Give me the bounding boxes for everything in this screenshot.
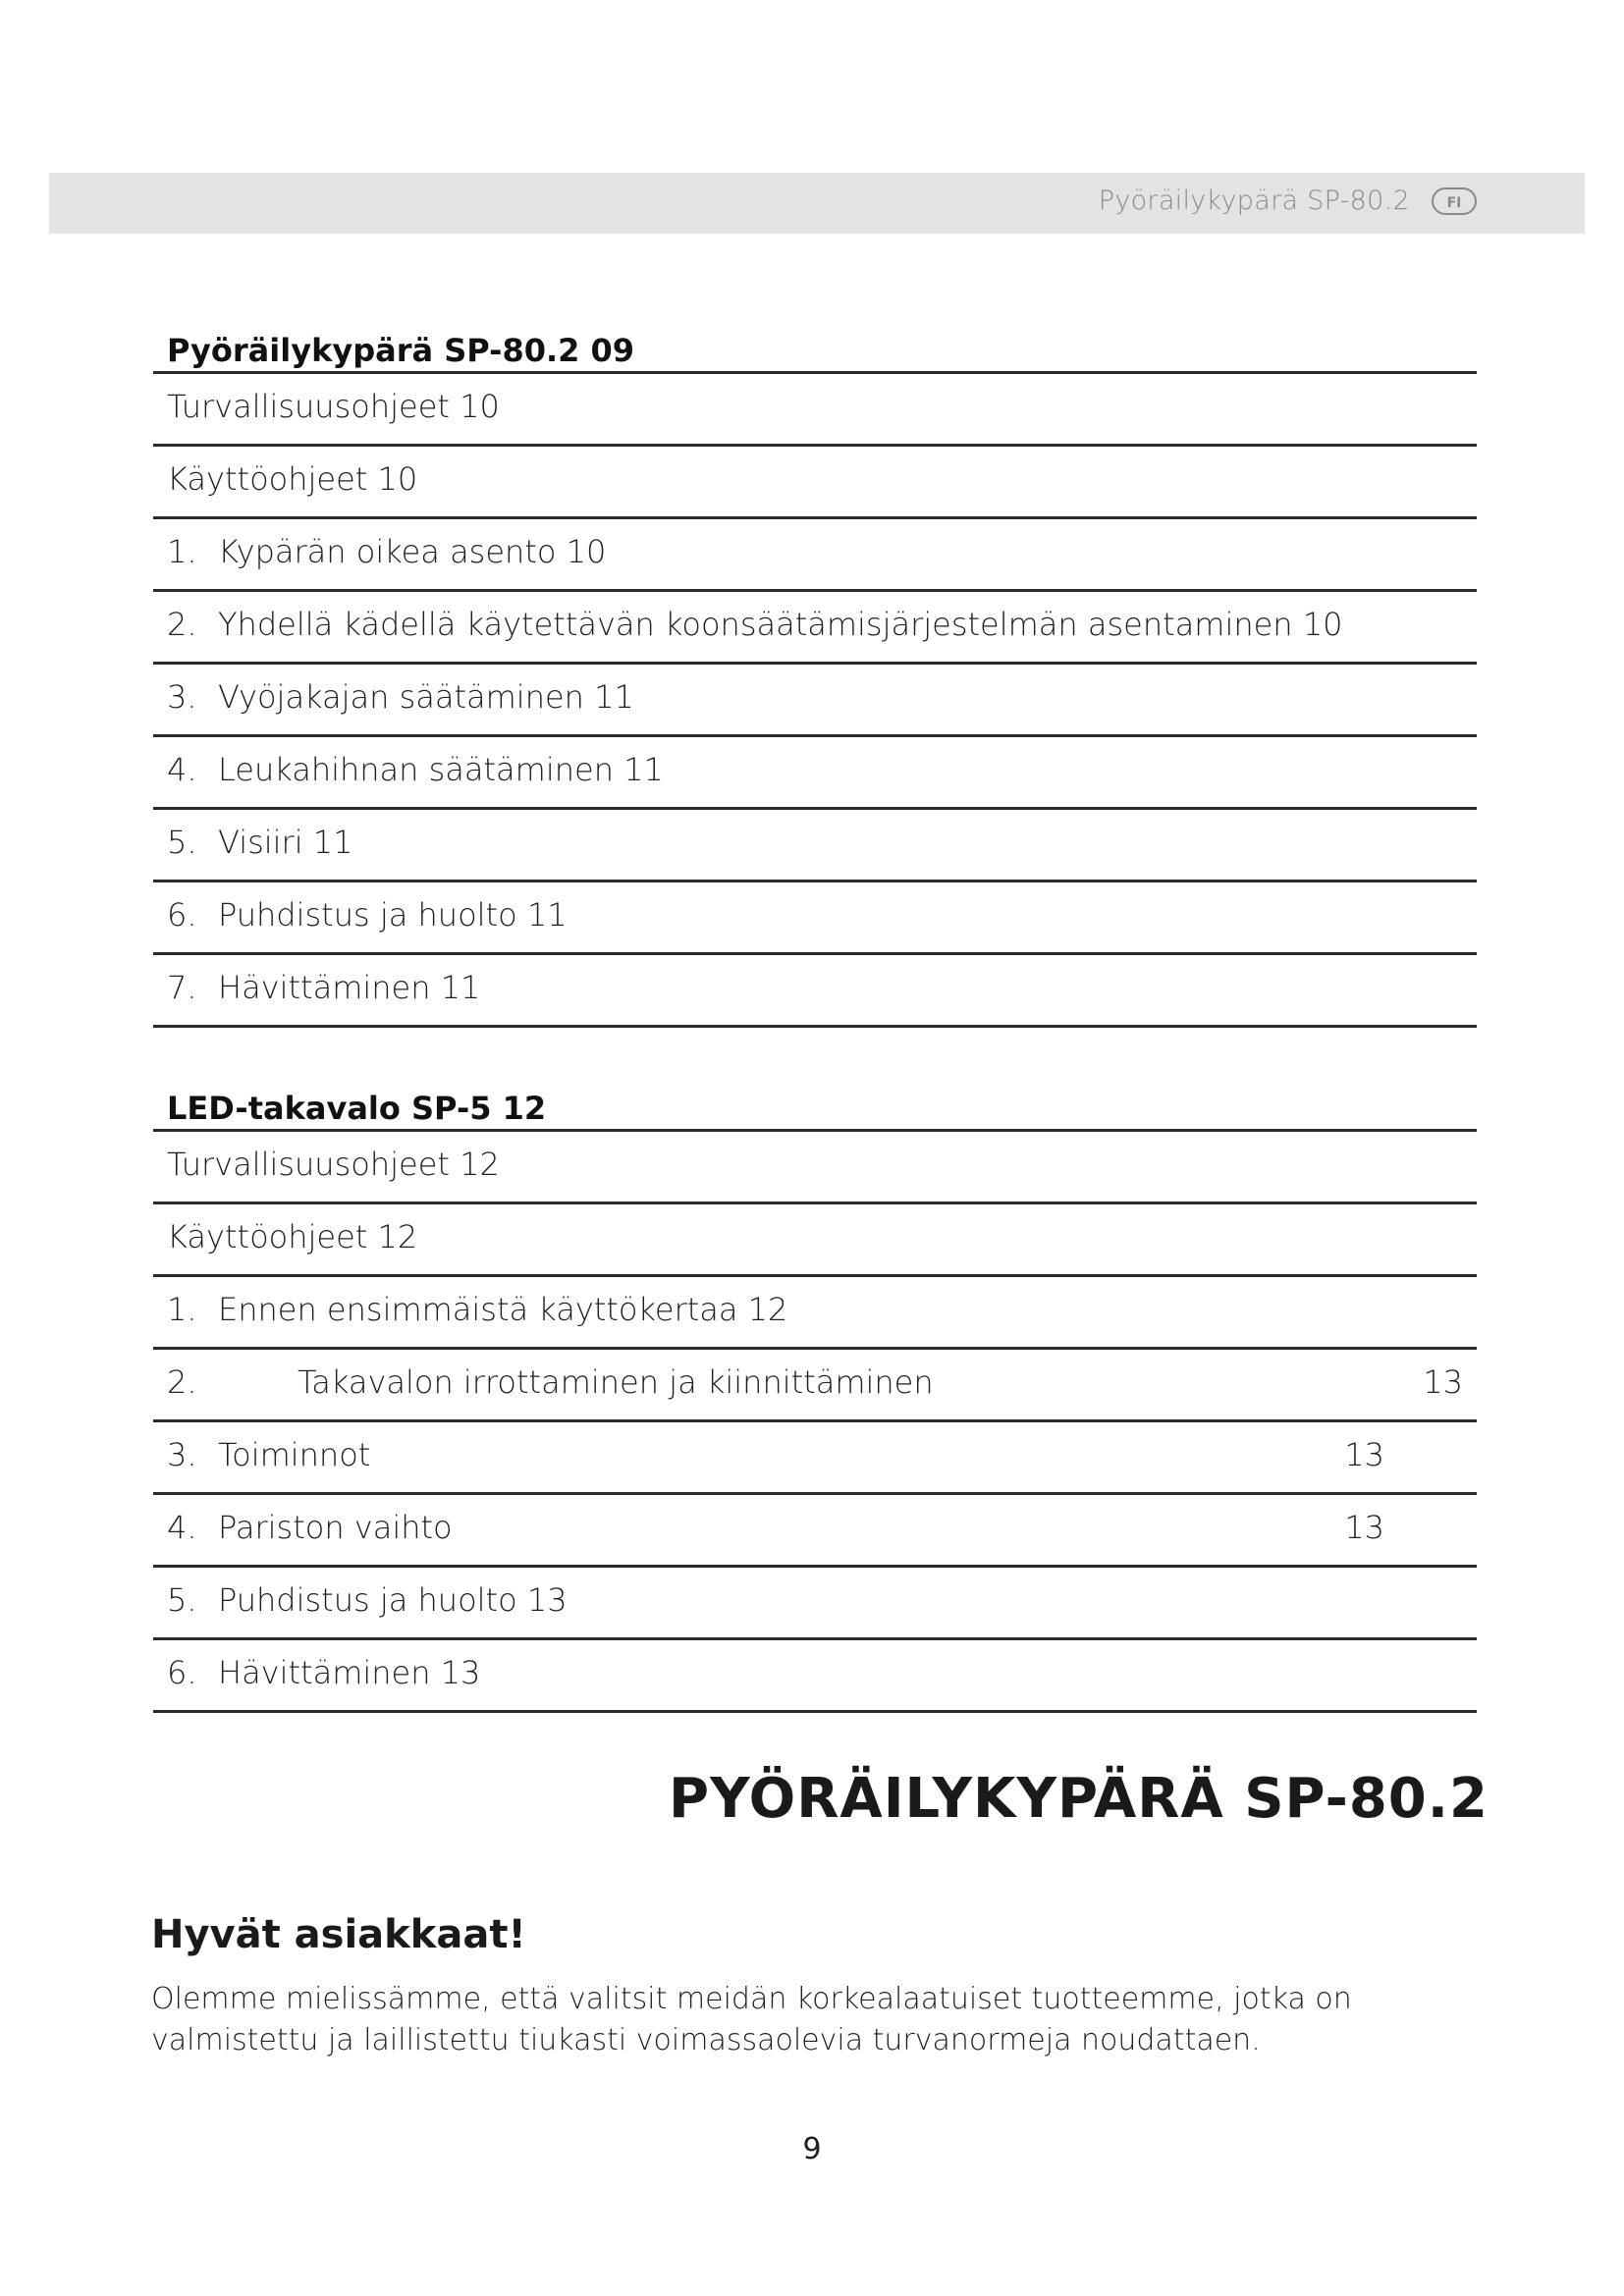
toc-entry-number: 1. xyxy=(167,533,197,570)
toc-section-helmet xyxy=(153,330,1477,1028)
toc-entry-number: 3. xyxy=(167,1436,197,1473)
toc-entry-number: 2. xyxy=(167,1363,197,1401)
toc-entry-text: Toiminnot xyxy=(218,1436,371,1473)
toc-row xyxy=(153,374,1477,447)
toc-entry-text: Käyttöohjeet 12 xyxy=(167,1218,418,1255)
toc-entry-text: Turvallisuusohjeet 12 xyxy=(167,1146,500,1183)
toc-entry-text: Ennen ensimmäistä käyttökertaa 12 xyxy=(218,1291,788,1328)
toc-entry-number: 3. xyxy=(167,678,197,716)
toc-section-rear-light xyxy=(153,1088,1477,1713)
toc-entry-number: 4. xyxy=(167,1509,197,1546)
toc-entry-text: Yhdellä kädellä käytettävän koonsäätämisjärjestelmän asentaminen 10 xyxy=(218,606,1343,643)
toc-entry-number: 6. xyxy=(167,896,197,934)
toc-entry-number: 5. xyxy=(167,824,197,861)
toc-row xyxy=(153,737,1477,810)
toc-row xyxy=(153,1568,1477,1640)
toc-entry-number: 2. xyxy=(167,606,197,643)
toc-row xyxy=(153,1640,1477,1713)
toc-heading: Pyöräilykypärä SP-80.2 09 xyxy=(153,330,1477,374)
intro-paragraph: Olemme mielissämme, että valitsit meidän korkealaatuiset tuotteemme, jotka on valmistettu ja laillistettu tiukasti voimassaolevia turvanormeja noudattaen. xyxy=(151,1982,1352,2057)
page-number: 9 xyxy=(802,2132,822,2166)
toc-entry-number: 4. xyxy=(167,751,197,788)
toc-entry-text: Visiiri 11 xyxy=(218,824,353,861)
toc-entry-text: Pariston vaihto xyxy=(218,1509,453,1546)
toc-entry-number: 5. xyxy=(167,1581,197,1619)
toc-entry-number: 7. xyxy=(167,969,197,1006)
toc-entry-page: 13 xyxy=(1423,1363,1463,1401)
toc-entry-text: Puhdistus ja huolto 11 xyxy=(218,896,568,934)
toc-row xyxy=(153,1422,1477,1495)
toc-heading: LED-takavalo SP-5 12 xyxy=(153,1088,1477,1132)
toc-entry-text: Leukahihnan säätäminen 11 xyxy=(218,751,664,788)
toc-entry-text: Käyttöohjeet 10 xyxy=(167,460,418,498)
main-title: PYÖRÄILYKYPÄRÄ SP-80.2 xyxy=(669,1767,1489,1831)
toc-entry-text: Kypärän oikea asento 10 xyxy=(218,533,607,570)
toc-entry-number: 1. xyxy=(167,1291,197,1328)
toc-entry-text: Turvallisuusohjeet 10 xyxy=(167,388,500,425)
header-bar xyxy=(49,173,1585,234)
toc-entry-text: Takavalon irrottaminen ja kiinnittäminen xyxy=(298,1363,934,1401)
toc-row xyxy=(153,519,1477,592)
toc-row xyxy=(153,592,1477,665)
toc-row xyxy=(153,665,1477,737)
toc-row xyxy=(153,447,1477,519)
toc-entry-text: Puhdistus ja huolto 13 xyxy=(218,1581,568,1619)
toc-entry-number: 6. xyxy=(167,1654,197,1691)
greeting-heading: Hyvät asiakkaat! xyxy=(151,1912,526,1957)
toc-entry-page: 13 xyxy=(1344,1509,1384,1546)
toc-entry-text: Hävittäminen 13 xyxy=(218,1654,481,1691)
toc-row xyxy=(153,1495,1477,1568)
header-title: Pyöräilykypärä SP-80.2 xyxy=(1098,186,1410,216)
toc-row xyxy=(153,1277,1477,1350)
toc-entry-page: 13 xyxy=(1344,1436,1384,1473)
toc-row xyxy=(153,955,1477,1028)
language-badge: FI xyxy=(1432,187,1477,215)
toc-entry-text: Hävittäminen 11 xyxy=(218,969,481,1006)
toc-row xyxy=(153,882,1477,955)
toc-entry-text: Vyöjakajan säätäminen 11 xyxy=(218,678,634,716)
toc-row xyxy=(153,810,1477,882)
toc-row xyxy=(153,1350,1477,1422)
toc-row xyxy=(153,1204,1477,1277)
toc-row xyxy=(153,1132,1477,1204)
